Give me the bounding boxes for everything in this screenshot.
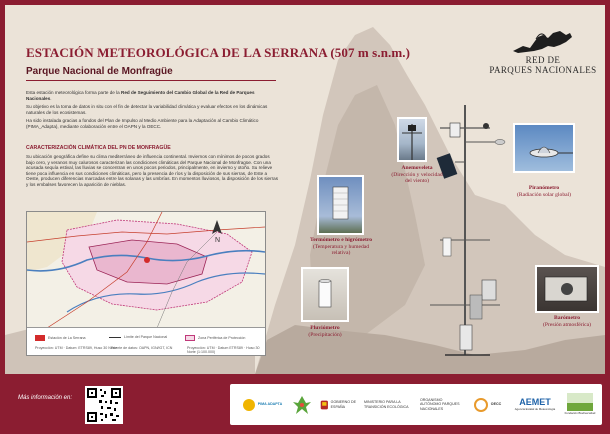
logo-line-2: PARQUES NACIONALES: [489, 65, 597, 75]
north-label: N: [215, 237, 221, 244]
map-drawing: [27, 212, 265, 328]
sensor-name-anemoveleta: Anemoveleta: [401, 165, 433, 171]
leaf-icon: [292, 394, 312, 416]
qr-code[interactable]: [85, 386, 123, 424]
sensor-name-pluviometro: Pluviómetro: [310, 325, 340, 331]
oapn-logo: [420, 390, 460, 419]
legend-station-swatch: [35, 335, 45, 341]
logo-line-1: RED DE: [525, 55, 561, 65]
coat-of-arms-icon: [320, 396, 329, 414]
legend-station-label: Estación de La Serrana: [48, 336, 86, 340]
vulture-icon: [508, 27, 578, 55]
intro-text: [26, 90, 278, 133]
map-footer-left: Proyección: UTM · Datum: ETRS89, Huso 30 Norte: [35, 346, 118, 350]
sensor-detail-pluviometro: (Precipitación): [308, 331, 342, 338]
legend-park-label: Límite del Parque Nacional: [124, 335, 168, 339]
intro-p1-start: Esta estación meteorológica forma parte de la: [26, 90, 121, 95]
legend-zone: [185, 335, 245, 341]
barometro-photo: [535, 265, 599, 313]
sensor-label-anemoveleta: [391, 165, 443, 185]
sensor-detail-termometro: (Temperatura y humedad relativa): [312, 243, 370, 257]
pima-label: PIMA ADAPTA: [257, 402, 283, 407]
oecc-icon: [473, 397, 489, 413]
intro-p1-bold: Red de Seguimiento del Cambio Global de la Red de Parques Nacionales: [26, 90, 255, 101]
sensor-detail-barometro: (Presión atmosférica): [543, 321, 591, 328]
climate-text: Su ubicación geográfica define su clima mediterráneo de influencia continental. Inviernos con mínimos de pocos grados bajo cero, y veranos muy calurosos caracterizan las condiciones climáticas del Parque Nacional de Monfragüe. Con una acusada sequía estival, las lluvias se concentran en unos pocos periodos, principalmente, en invierno y otoño. Su relieve tiene poca influencia en sus condiciones climáticas, pero la presencia de ríos y la disposición de sus sierras, de Este a Oeste, producen diferencias marcadas entre las solanas y las umbrías. En momentos lluviosos, la disposición de los sierras y los embalses favorecen la aparición de nieblas.: [26, 154, 279, 187]
pyranometer-icon: [515, 125, 573, 171]
sensor-label-termometro: [305, 237, 377, 257]
legend-park-limit: [109, 335, 167, 339]
intro-p1-end: .: [50, 95, 52, 101]
rain-gauge-icon: [303, 269, 347, 320]
oecc-label: OECC: [490, 402, 502, 407]
legend-station: [35, 335, 86, 341]
anemoveleta-photo: [397, 117, 427, 162]
climate-title: CARACTERIZACIÓN CLIMÁTICA DEL PN DE MONFRAGÜE: [26, 145, 171, 151]
content-frame: [5, 5, 605, 374]
biodiversidad-icon: [567, 393, 593, 411]
sensor-name-barometro: Barómetro: [554, 315, 580, 321]
intro-paragraph-1: [26, 90, 278, 101]
ministerio-label: MINISTERIO PARA LA TRANSICIÓN ECOLÓGICA: [364, 400, 409, 409]
more-info-label: Más información en:: [18, 395, 73, 401]
thermometer-shield-icon: [319, 177, 362, 233]
anemometer-icon: [399, 119, 425, 160]
page-title: ESTACIÓN METEOROLÓGICA DE LA SERRANA (507 m s.n.m.): [26, 45, 411, 60]
fundacion-biodiversidad-logo: [562, 390, 598, 419]
map-footer-right: Proyección: UTM · Datum ETRS89 · Huso 30 Norte (1:100.000): [187, 346, 260, 354]
leaf-logo: [290, 390, 314, 419]
qr-code-icon: [85, 386, 123, 424]
station-marker: [144, 257, 150, 263]
sensor-detail-anemoveleta: (Dirección y velocidad del viento): [391, 171, 443, 185]
pima-adapta-logo: [236, 390, 286, 419]
pluviometro-photo: [301, 267, 349, 322]
ministerio-logo: [364, 390, 416, 419]
fundacion-label: Fundación Biodiversidad: [564, 411, 596, 416]
legend-zone-swatch: [185, 335, 195, 341]
barometer-icon: [537, 267, 597, 311]
red-parques-nacionales-logo: [485, 27, 601, 97]
sponsor-logos: [230, 384, 602, 425]
sensor-label-barometro: [529, 315, 605, 328]
intro-paragraph-2: Su objetivo es la toma de datos in situ con el fin de detectar la variabilidad climática y evaluar efectos en los dinámicas naturales de los ecosistemas.: [26, 104, 268, 115]
sun-icon: [240, 395, 258, 415]
legend-park-line: [109, 337, 121, 338]
termometro-photo: [317, 175, 364, 235]
map-legend: [27, 327, 265, 355]
piranometro-photo: [513, 123, 575, 173]
sensor-detail-piranometro: (Radiación solar global): [516, 191, 572, 198]
location-map: [26, 211, 266, 356]
sensor-label-pluviometro: [295, 325, 355, 338]
intro-paragraph-3: Ha sido instalada gracias a fondos del Plan de Impulso al Medio Ambiente para la Adaptación al Cambio Climático (PIMA_Adapta), mediante colaboración entre el OAPN y la OECC.: [26, 118, 259, 129]
map-footer-mid: Fuente de datos: OAPN, IGN/IGT, ICN: [111, 346, 173, 350]
gobierno-espana-logo: [320, 390, 360, 419]
oecc-logo: [466, 390, 508, 419]
aemet-label: AEMET: [519, 397, 551, 408]
legend-zone-label: Zona Periférica de Protección: [198, 336, 246, 340]
sensor-label-piranometro: [505, 185, 583, 198]
sensor-name-piranometro: Piranómetro: [528, 185, 560, 191]
aemet-logo: [512, 390, 558, 419]
page-subtitle: Parque Nacional de Monfragüe: [26, 66, 276, 81]
sensor-name-termometro: Termómetro e higrómetro: [309, 237, 373, 243]
gobierno-label: GOBIERNO DE ESPAÑA: [330, 400, 357, 409]
aemet-sub: Agencia Estatal de Meteorología: [514, 407, 556, 412]
oapn-label: ORGANISMO AUTÓNOMO PARQUES NACIONALES: [420, 398, 460, 411]
